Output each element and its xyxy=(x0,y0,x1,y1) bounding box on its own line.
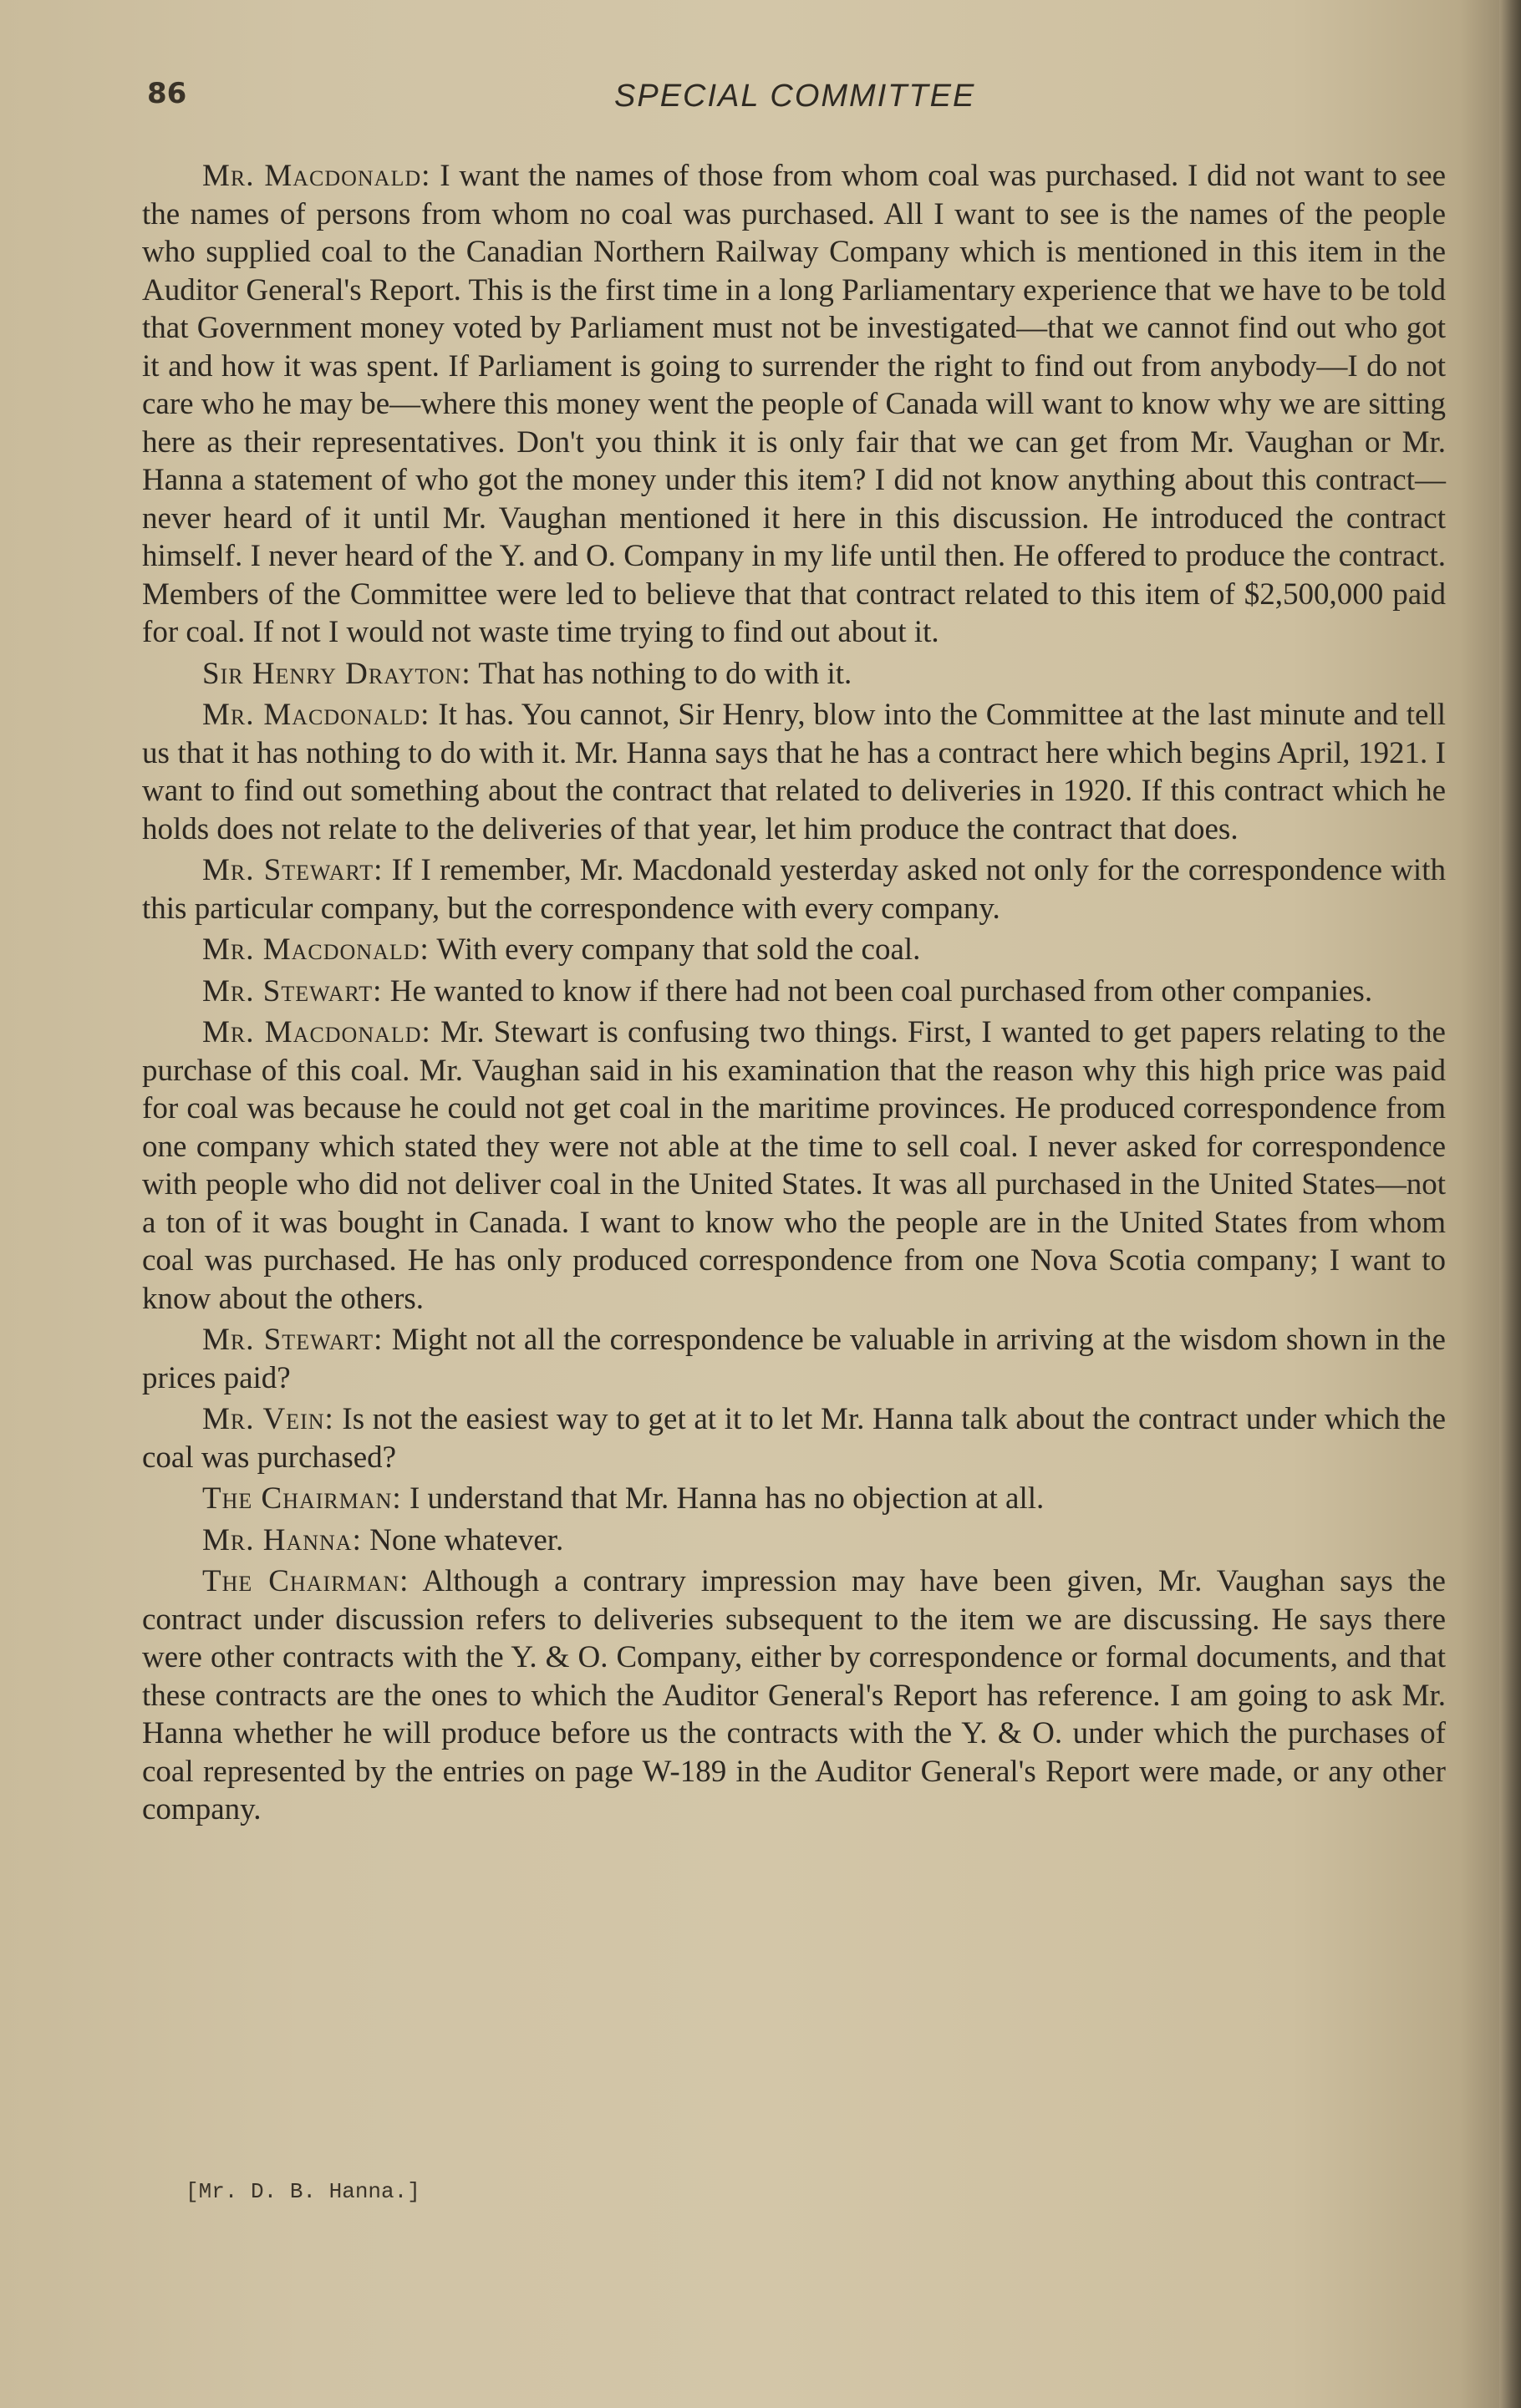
page-header xyxy=(142,74,1462,124)
paragraph-text: Although a contrary impression may have been given, Mr. Vaughan says the contract under discussion refers to deliveries subsequent to the item we are discussing. He says there were other contracts with the Y. & O. Company, either by correspondence or formal documents, and that these contracts are the ones to which the Auditor General's Report has reference. I am going to ask Mr. Hanna whether he will produce before us the contracts with the Y. & O. under which the purchases of coal represented by the entries on page W-189 in the Auditor General's Report were made, or any other company. xyxy=(142,1564,1446,1826)
paragraph-text: That has nothing to do with it. xyxy=(471,656,852,691)
speaker-name: Mr. Macdonald: xyxy=(202,932,430,967)
paragraph xyxy=(142,1562,1446,1829)
speaker-name: Mr. Hanna: xyxy=(202,1522,362,1557)
paragraph-text: I understand that Mr. Hanna has no objection at all. xyxy=(401,1481,1045,1516)
paragraph-text: He wanted to know if there had not been coal purchased from other companies. xyxy=(382,973,1373,1008)
speaker-name: Mr. Stewart: xyxy=(202,973,383,1008)
paragraph xyxy=(142,696,1446,848)
speaker-name: Mr. Stewart: xyxy=(202,1323,384,1357)
transcript-body xyxy=(142,157,1446,1832)
running-head: SPECIAL COMMITTEE xyxy=(614,79,976,114)
paragraph-text: None whatever. xyxy=(361,1522,564,1557)
paragraph xyxy=(142,655,1446,693)
witness-footer: [Mr. D. B. Hanna.] xyxy=(186,2179,420,2204)
paragraph-text: It has. You cannot, Sir Henry, blow into the Committee at the last minute and tell us that it has nothing to do with it. Mr. Hanna says that he has a contract here which begins April, 1921. I want to find out something about the contract that related to deliveries in 1920. If this contract which he holds does not relate to the deliveries of that year, let him produce the contract that does. xyxy=(142,698,1446,846)
paragraph-text: Mr. Stewart is confusing two things. First, I wanted to get papers relating to the purchase of this coal. Mr. Vaughan said in his examination that the reason why this high price was paid for coal was because he could not get coal in the maritime provinces. He produced correspondence from one company which stated they were not able at the time to sell coal. I never asked for correspondence with people who did not deliver coal in the United States. It was all purchased in the United States—not a ton of it was bought in Canada. I want to know who the people are in the United States from whom coal was purchased. He has only produced correspondence from one Nova Scotia company; I want to know about the others. xyxy=(142,1015,1446,1316)
paragraph xyxy=(142,1400,1446,1476)
paragraph xyxy=(142,1522,1446,1560)
page-edge-shadow xyxy=(1499,0,1521,2408)
paragraph xyxy=(142,973,1446,1011)
paragraph xyxy=(142,1013,1446,1318)
speaker-name: Mr. Macdonald: xyxy=(202,159,431,193)
paragraph xyxy=(142,931,1446,969)
paragraph xyxy=(142,1321,1446,1397)
page-number: 86 xyxy=(147,77,187,110)
paragraph xyxy=(142,1480,1446,1518)
speaker-name: The Chairman: xyxy=(202,1481,402,1516)
paragraph xyxy=(142,157,1446,652)
paragraph xyxy=(142,851,1446,927)
paragraph-text: Might not all the correspondence be valuable in arriving at the wisdom shown in the prices paid? xyxy=(142,1323,1446,1395)
paragraph-text: Is not the easiest way to get at it to let Mr. Hanna talk about the contract under which the coal was purchased? xyxy=(142,1402,1446,1475)
speaker-name: Sir Henry Drayton: xyxy=(202,656,471,691)
speaker-name: Mr. Vein: xyxy=(202,1402,334,1436)
paragraph-text: I want the names of those from whom coal was purchased. I did not want to see the names of persons from whom no coal was purchased. All I want to see is the names of the people who supplied coal to the Canadian Northern Railway Company which is mentioned in this item in the Auditor General's Report. This is the first time in a long Parliamentary experience that we have to be told that Government money voted by Parliament must not be investigated—that we cannot find out who got it and how it was spent. If Parliament is going to surrender the right to find out from anybody—I do not care who he may be—where this money went the people of Canada will want to know why we are sitting here as their representatives. Don't you think it is only fair that we can get from Mr. Vaughan or Mr. Hanna a statement of who got the money under this item? I did not know anything about this contract—never heard of it until Mr. Vaughan mentioned it here in this discussion. He introduced the contract himself. I never heard of the Y. and O. Company in my life until then. He offered to produce the contract. Members of the Committee were led to believe that that contract related to this item of $2,500,000 paid for coal. If not I would not waste time trying to find out about it. xyxy=(142,159,1446,649)
paragraph-text: With every company that sold the coal. xyxy=(429,932,921,967)
speaker-name: Mr. Stewart: xyxy=(202,853,384,887)
speaker-name: Mr. Macdonald: xyxy=(202,698,430,732)
paragraph-text: If I remember, Mr. Macdonald yesterday asked not only for the correspondence with this particular company, but the correspondence with every company. xyxy=(142,853,1446,926)
speaker-name: The Chairman: xyxy=(202,1564,410,1598)
speaker-name: Mr. Macdonald: xyxy=(202,1015,431,1049)
